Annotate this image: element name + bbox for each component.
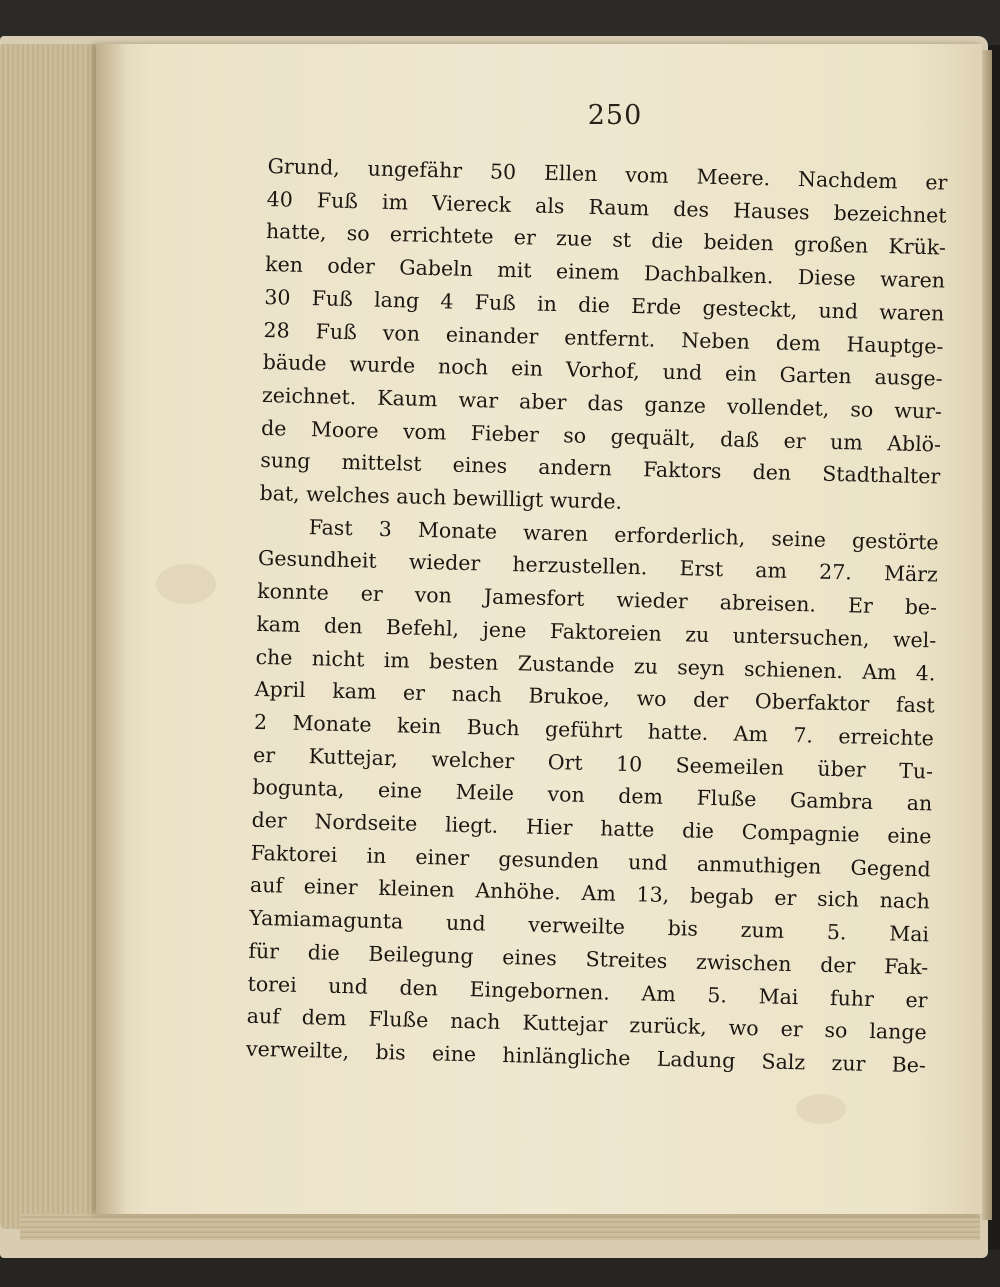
text-line: de Moore vom Fieber so gequält, daß er um Ablö- [260, 415, 942, 457]
paragraph [246, 510, 939, 1082]
text-line: Fast 3 Monate waren erforderlich, seine gestörte [308, 514, 939, 555]
text-line: 2 Monate kein Buch geführt hatte. Am 7. erreichte [253, 709, 935, 751]
text-line: bäude wurde noch ein Vorhof, und ein Garten ausge- [262, 350, 943, 391]
text-line: Gesundheit wieder herzustellen. Erst am 27. März [257, 546, 939, 587]
page-number: 250 [587, 100, 643, 131]
text-line: 30 Fuß lang 4 Fuß in die Erde gesteckt, und waren [264, 284, 945, 326]
page-right-edge [982, 50, 992, 1220]
spine-shadow [96, 44, 126, 1214]
text-line: bat, welches auch bewilligt wurde. [259, 480, 623, 514]
page-stack-bottom-edge [20, 1214, 980, 1240]
text-line: der Nordseite liegt. Hier hatte die Compagnie eine [251, 807, 932, 849]
text-line: 40 Fuß im Viereck als Raum des Hauses bezeichnet [266, 186, 947, 228]
text-line: kam den Befehl, jene Faktoreien zu untersuchen, wel- [256, 611, 937, 653]
paper-stain [156, 564, 216, 604]
text-line: zeichnet. Kaum war aber das ganze vollendet, so wur- [261, 382, 943, 424]
text-line: für die Beilegung eines Streites zwischen der Fak- [248, 938, 929, 980]
text-line: che nicht im besten Zustande zu seyn schienen. Am 4. [255, 644, 936, 686]
text-line: sung mittelst eines andern Faktors den Stadthalter [260, 448, 941, 489]
text-line: Yamiamagunta und verweilte bis zum 5. Mai [248, 905, 930, 947]
text-line: hatte, so errichtete er zue st die beiden großen Krük- [265, 219, 947, 260]
page-text [246, 150, 948, 1082]
text-line: er Kuttejar, welcher Ort 10 Seemeilen über Tu- [252, 742, 934, 784]
page-stack-left-edge [0, 44, 104, 1229]
text-line: verweilte, bis eine hinlängliche Ladung Salz zur Be- [245, 1036, 927, 1078]
text-line: torei und den Eingebornen. Am 5. Mai fuhr er [247, 971, 928, 1012]
paragraph [259, 150, 948, 526]
text-line: bogunta, eine Meile von dem Fluße Gambra an [252, 775, 933, 816]
text-line: 28 Fuß von einander entfernt. Neben dem Hauptge- [263, 317, 944, 359]
paper-stain [796, 1094, 846, 1124]
text-line: Faktorei in einer gesunden und anmuthigen Gegend [250, 840, 931, 882]
text-line: ken oder Gabeln mit einem Dachbalken. Diese waren [264, 252, 946, 293]
text-line: April kam er nach Brukoe, wo der Oberfaktor fast [254, 677, 935, 718]
text-line: konnte er von Jamesfort wieder abreisen. Er be- [256, 579, 938, 620]
text-line: auf einer kleinen Anhöhe. Am 13, begab er sich nach [249, 873, 931, 914]
text-line: auf dem Fluße nach Kuttejar zurück, wo er so lange [246, 1004, 927, 1045]
text-line: Grund, ungefähr 50 Ellen vom Meere. Nachdem er [267, 153, 948, 195]
